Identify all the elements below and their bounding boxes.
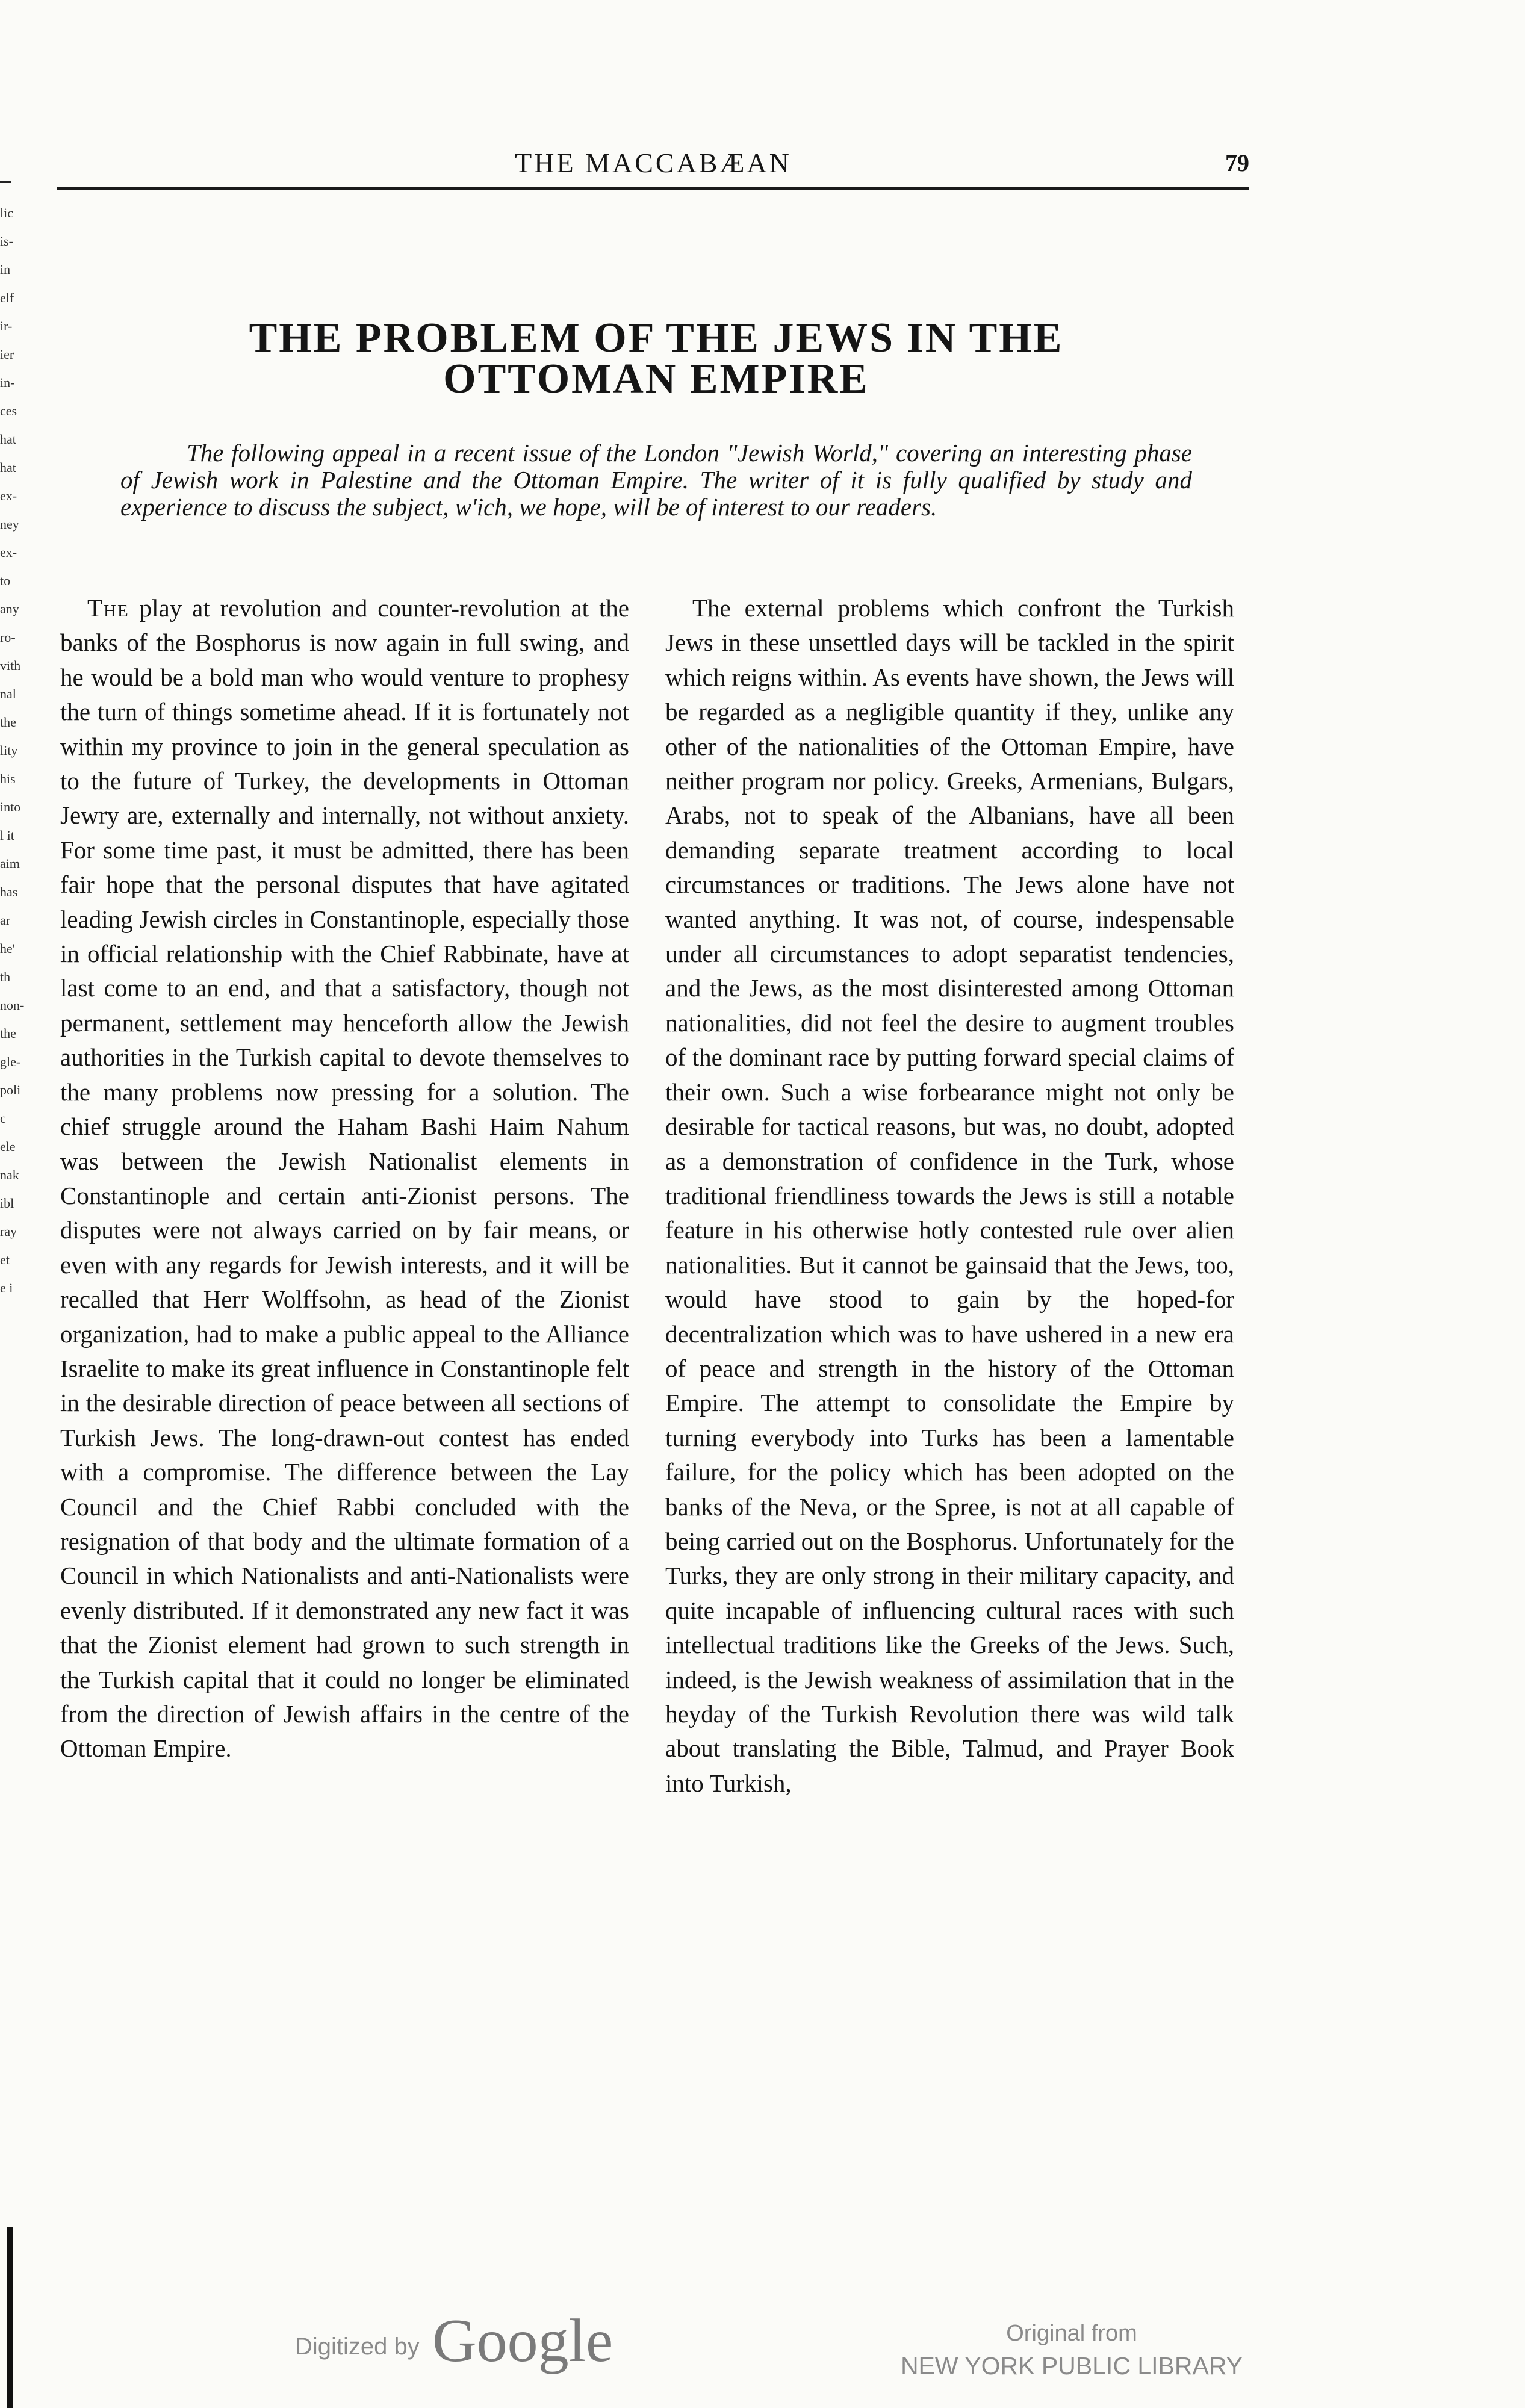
bleed-through-fragment: aim: [0, 856, 20, 871]
gutter-rule: [0, 181, 11, 183]
digitized-label: Digitized by: [295, 2333, 420, 2360]
left-column-text: play at revolution and counter-revolution at the banks of the Bosphorus is now again in full swing, and he would be a bold man who would venture to prophesy the turn of things sometime ahead. If it is fortunately not within my province to join in the general speculation as to the future of Turkey, the developments in Ottoman Jewry are, externally and internally, not without anxiety. For some time past, it must be admitted, there has been fair hope that the personal disputes that have agitated leading Jewish circles in Constantinople, especially those in official relationship with the Chief Rabbinate, have at last come to an end, and that a satisfactory, though not permanent, settlement may henceforth allow the Jewish authorities in the Turkish capital to devote themselves to the many problems now pressing for a solution. The chief struggle around the Haham Bashi Haim Nahum was between the Jewish Nationalist elements in Constantinople and certain anti-Zionist persons. The disputes were not always carried on by fair means, or even with any regards for Jewish interests, and it will be recalled that Herr Wolffsohn, as head of the Zionist organization, had to make a public appeal to the Alliance Israelite to make its great influence in Constantinople felt in the desirable direction of peace between all sections of Turkish Jews. The long-drawn-out contest has ended with a compromise. The difference between the Lay Council and the Chief Rabbi concluded with the resignation of that body and the ultimate formation of a Council in which Nationalists and anti-Nationalists were evenly distributed. If it demonstrated any new fact it was that the Zionist element had grown to such strength in the Turkish capital that it could no longer be eliminated from the direction of Jewish affairs in the centre of the Ottoman Empire.: [60, 594, 630, 1763]
bleed-through-fragment: has: [0, 884, 18, 899]
binding-shadow: [7, 2227, 13, 2408]
right-column: [665, 591, 1234, 1801]
bleed-through-fragment: in: [0, 262, 11, 277]
running-header: [57, 144, 1249, 182]
bleed-through-fragment: nak: [0, 1167, 19, 1182]
bleed-through-fragment: lity: [0, 743, 18, 758]
bleed-through-fragment: non-: [0, 998, 25, 1013]
bleed-through-fragment: ar: [0, 913, 11, 928]
bleed-through-fragment: ibl: [0, 1196, 14, 1211]
bleed-through-fragment: hat: [0, 460, 16, 475]
google-logo: Google: [432, 2307, 613, 2375]
lead-word: The: [87, 594, 129, 622]
bleed-through-fragment: into: [0, 799, 21, 815]
bleed-through-fragment: ex-: [0, 488, 17, 503]
bleed-through-fragment: gle-: [0, 1054, 21, 1069]
article-intro: The following appeal in a recent issue of the London "Jewish World," covering an interesting phase of Jewish work in Palestine and the Ottoman Empire. The writer of it is fully qualified by study and experience to discuss the subject, w'ich, we hope, will be of interest to our readers.: [120, 439, 1192, 521]
bleed-through-fragment: in-: [0, 375, 15, 390]
bleed-through-fragment: elf: [0, 290, 14, 305]
bleed-through-fragment: the: [0, 1026, 16, 1041]
bleed-through-fragment: c: [0, 1111, 6, 1126]
bleed-through-fragment: et: [0, 1252, 10, 1267]
bleed-through-fragment: ro-: [0, 630, 16, 645]
article-title: THE PROBLEM OF THE JEWS IN THE OTTOMAN EMPIRE: [249, 315, 1064, 402]
bleed-through-fragment: hat: [0, 432, 16, 447]
bleed-through-fragment: ney: [0, 517, 19, 532]
left-column: [60, 591, 629, 1766]
bleed-through-fragment: ir-: [0, 318, 13, 334]
bleed-through-fragment: vith: [0, 658, 21, 673]
bleed-through-fragment: th: [0, 969, 11, 984]
bleed-through-gutter: [0, 199, 25, 1302]
running-title: THE MACCABÆAN: [515, 147, 792, 178]
bleed-through-fragment: to: [0, 573, 11, 588]
source-line-2: NEW YORK PUBLIC LIBRARY: [900, 2352, 1243, 2380]
bleed-through-fragment: ele: [0, 1139, 16, 1154]
bleed-through-fragment: his: [0, 771, 16, 786]
bleed-through-fragment: the: [0, 715, 16, 730]
bleed-through-fragment: nal: [0, 686, 16, 701]
page-number: 79: [1225, 149, 1249, 176]
header-rule: [57, 187, 1249, 190]
bleed-through-fragment: ces: [0, 403, 17, 418]
bleed-through-fragment: any: [0, 601, 19, 616]
bleed-through-fragment: he': [0, 941, 15, 956]
bleed-through-fragment: e i: [0, 1280, 13, 1296]
bleed-through-fragment: l it: [0, 828, 14, 843]
source-line-1: Original from: [1006, 2321, 1137, 2346]
bleed-through-fragment: lic: [0, 205, 13, 220]
right-column-text: The external problems which confront the Turkish Jews in these unsettled days will be tackled in the spirit which reigns within. As events have shown, the Jews will be regarded as a negligible quantity if they, unlike any other of the nationalities of the Ottoman Empire, have neither program nor policy. Greeks, Armenians, Bulgars, Arabs, not to speak of the Albanians, have all been demanding separate treatment according to local circumstances or traditions. The Jews alone have not wanted anything. It was not, of course, indespensable under all circumstances to adopt separatist tendencies, and the Jews, as the most disinterested among Ottoman nationalities, did not feel the desire to augment troubles of the dominant race by putting forward special claims of their own. Such a wise forbearance might not only be desirable for tactical reasons, but was, no doubt, adopted as a demonstration of confidence in the Turk, whose traditional friendliness towards the Jews is still a notable feature in his otherwise hotly contested rule over alien nationalities. But it cannot be gainsaid that the Jews, too, would have stood to gain by the hoped-for decentralization which was to have ushered in a new era of peace and strength in the history of the Ottoman Empire. The attempt to consolidate the Empire by turning everybody into Turks has been a lamentable failure, for the policy which has been adopted on the banks of the Neva, or the Spree, is not at all capable of being carried out on the Bosphorus. Unfortunately for the Turks, they are only strong in their military capacity, and quite incapable of influencing cultural races with such intellectual traditions like the Greeks of the Jews. Such, indeed, is the Jewish weakness of assimilation that in the heyday of the Turkish Revolution there was wild talk about translating the Bible, Talmud, and Prayer Book into Turkish,: [665, 594, 1234, 1797]
bleed-through-fragment: poli: [0, 1082, 21, 1097]
bleed-through-fragment: ex-: [0, 545, 17, 560]
bleed-through-fragment: ier: [0, 347, 14, 362]
bleed-through-fragment: is-: [0, 234, 13, 249]
bleed-through-fragment: ray: [0, 1224, 17, 1239]
